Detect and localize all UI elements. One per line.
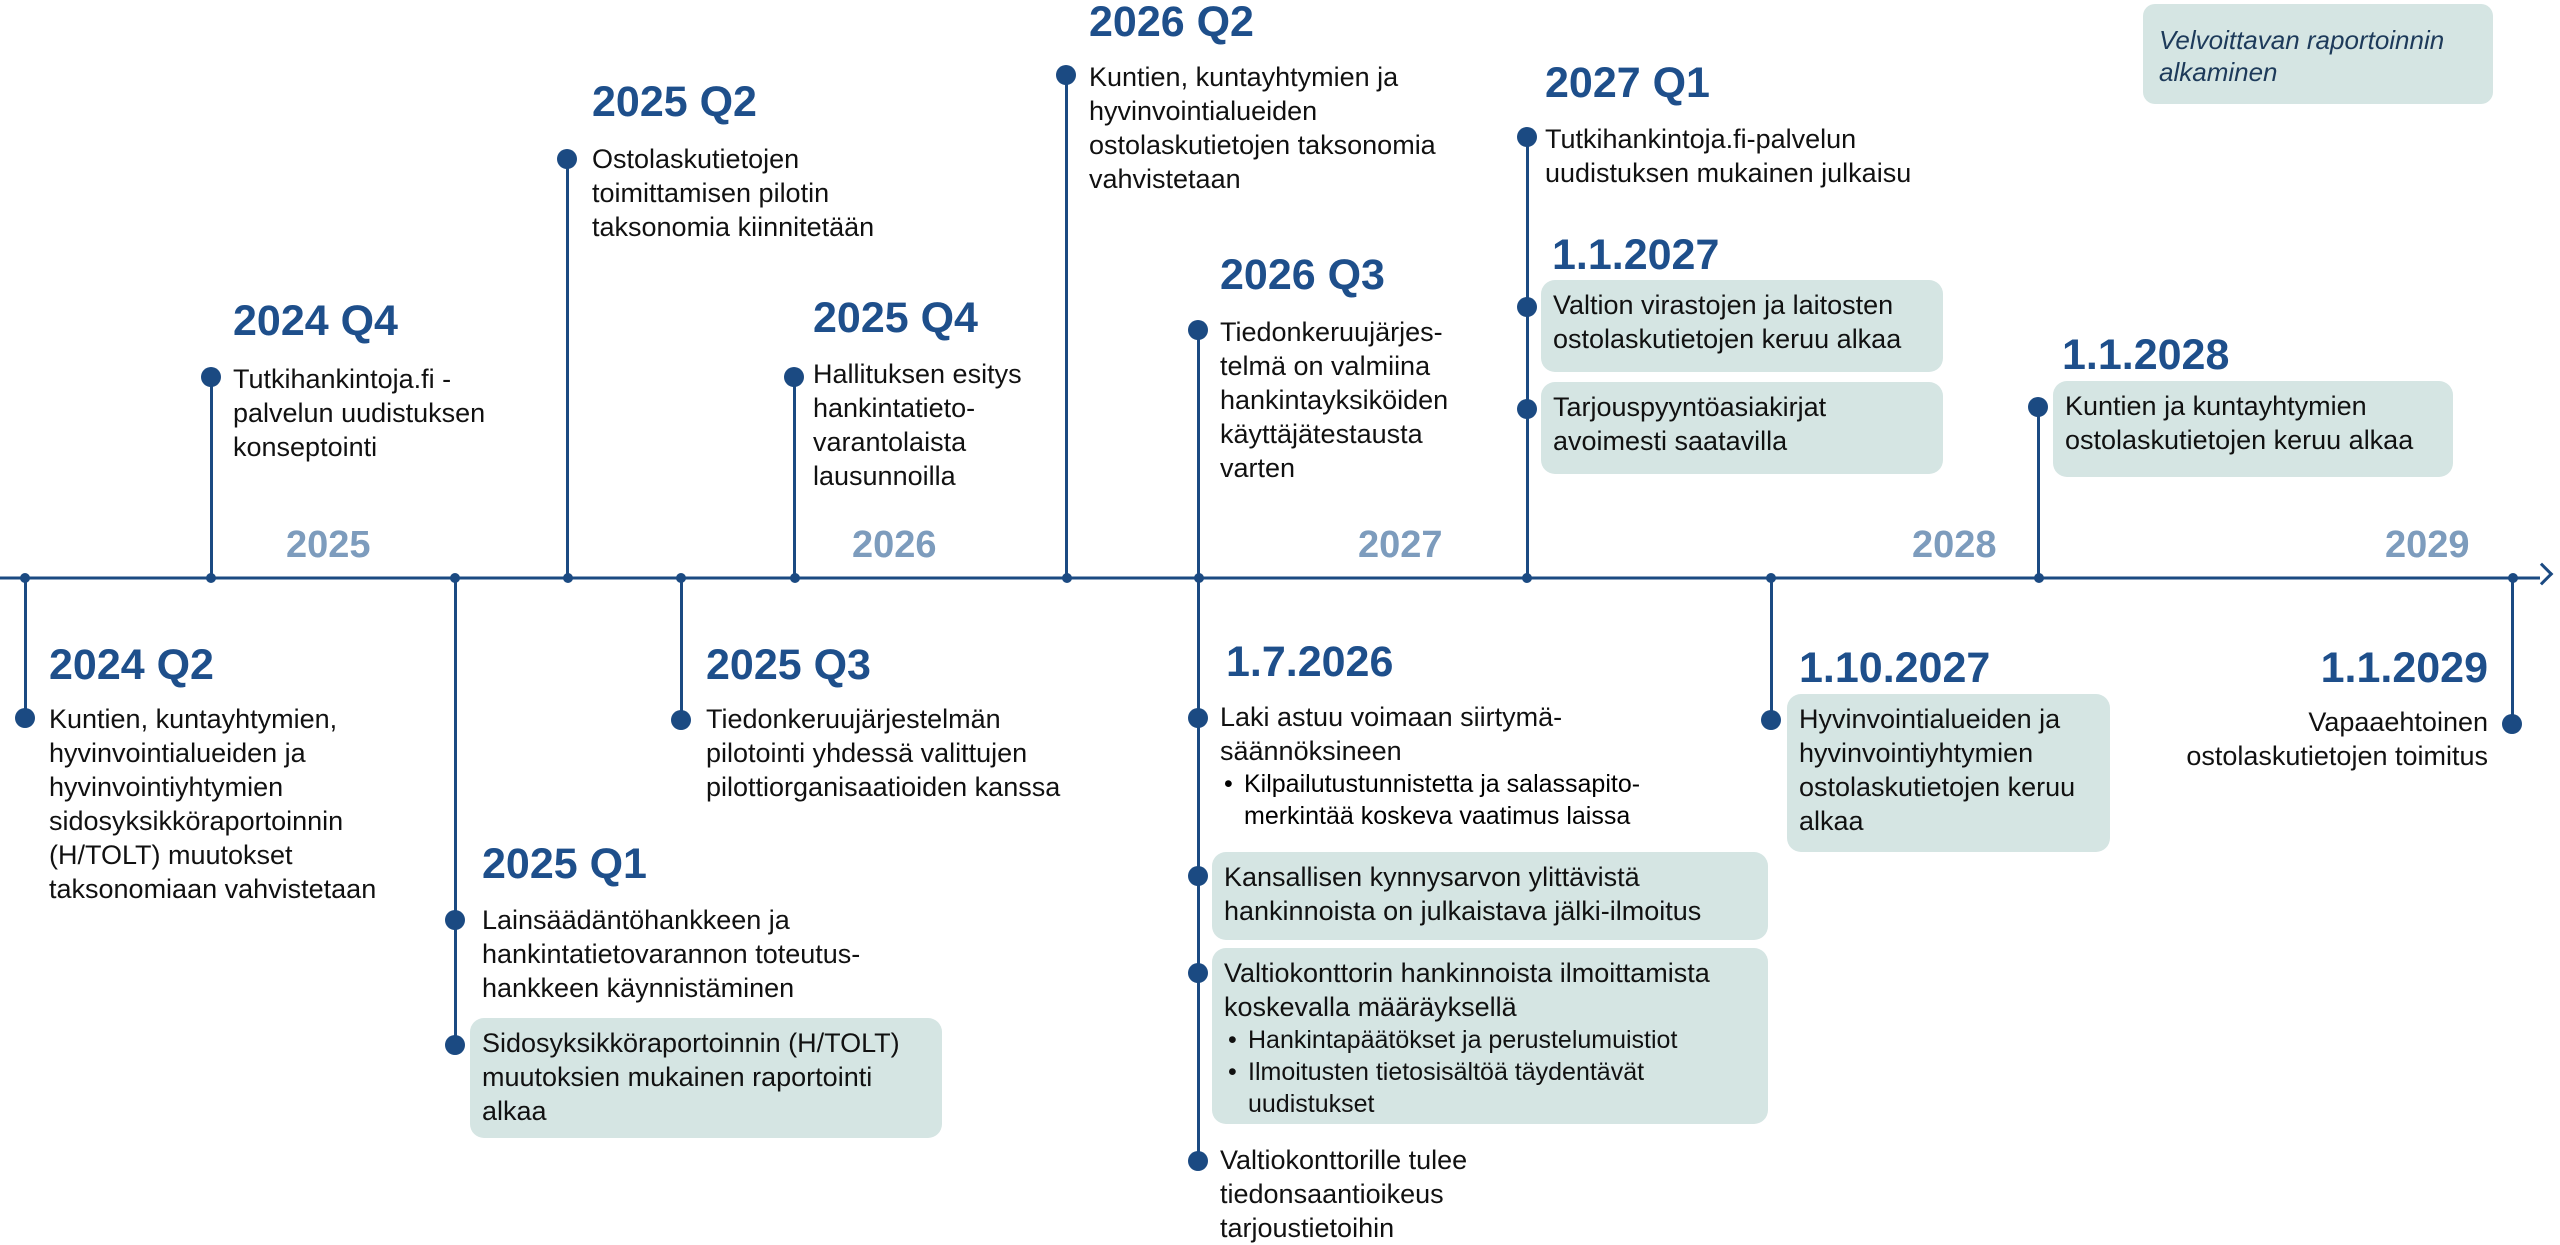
year-label-2026: 2026 bbox=[852, 524, 937, 566]
event-title-1-7-2026: 1.7.2026 bbox=[1226, 638, 1394, 686]
highlight-post-award-notice bbox=[1212, 852, 1768, 940]
bullet-item: • Hankintapäätökset ja perustelumuistiot bbox=[1224, 1024, 1756, 1056]
event-dot bbox=[445, 1035, 465, 1055]
event-dot bbox=[1188, 708, 1208, 728]
highlight-htolt-reporting bbox=[470, 1018, 942, 1138]
event-dot bbox=[201, 367, 221, 387]
stem bbox=[454, 578, 457, 1046]
highlight-text: Sidosyksikköraportoinnin (H/TOLT) muutoksien mukainen raportointi alkaa bbox=[482, 1028, 900, 1126]
highlight-wellbeing-invoice-collection bbox=[1787, 694, 2110, 852]
highlight-municipal-invoice-collection bbox=[2053, 381, 2453, 477]
stem bbox=[2037, 408, 2040, 578]
stem bbox=[210, 376, 213, 578]
event-dot bbox=[15, 708, 35, 728]
event-title-1-10-2027: 1.10.2027 bbox=[1799, 644, 1991, 692]
stem bbox=[1770, 578, 1773, 720]
event-title-1-1-2027: 1.1.2027 bbox=[1552, 231, 1720, 279]
event-text-2025-q1-item1: Lainsäädäntöhankkeen ja hankintatietovarannon toteutus-hankkeen käynnistäminen bbox=[482, 905, 861, 1003]
stem bbox=[566, 158, 569, 578]
event-title-1-1-2028: 1.1.2028 bbox=[2062, 331, 2230, 379]
event-dot bbox=[445, 910, 465, 930]
highlight-text: Valtiokonttorin hankinnoista ilmoittamista koskevalla määräyksellä bbox=[1224, 958, 1710, 1022]
highlight-state-invoice-collection bbox=[1541, 280, 1943, 372]
event-title-2025-q2: 2025 Q2 bbox=[592, 78, 757, 126]
event-title-2027-q1: 2027 Q1 bbox=[1545, 59, 1710, 107]
event-dot bbox=[1517, 127, 1537, 147]
bullet-item: • Ilmoitusten tietosisältöä täydentävät uudistukset bbox=[1224, 1056, 1756, 1120]
event-text: Laki astuu voimaan siirtymä-säännöksineen bbox=[1220, 702, 1563, 766]
stem bbox=[1197, 330, 1200, 578]
event-text-2027-q1: Tutkihankintoja.fi-palvelun uudistuksen mukainen julkaisu bbox=[1545, 124, 1912, 188]
event-text-2025-q4: Hallituksen esitys hankintatieto-varantolaista lausunnoilla bbox=[813, 359, 1022, 491]
stem bbox=[24, 578, 27, 718]
year-label-2029: 2029 bbox=[2385, 524, 2470, 566]
event-title-2024-q4: 2024 Q4 bbox=[233, 297, 398, 345]
event-dot bbox=[1188, 963, 1208, 983]
event-title-2026-q2: 2026 Q2 bbox=[1089, 0, 1254, 46]
highlight-treasury-regulation bbox=[1212, 948, 1768, 1124]
highlight-text: Kansallisen kynnysarvon ylittävistä hankinnoista on julkaistava jälki-ilmoitus bbox=[1224, 862, 1702, 926]
highlight-text: Kuntien ja kuntayhtymien ostolaskutietojen keruu alkaa bbox=[2065, 391, 2414, 455]
event-1-7-2026-item1 bbox=[1220, 700, 1760, 832]
event-dot bbox=[557, 149, 577, 169]
event-title-2025-q4: 2025 Q4 bbox=[813, 294, 978, 342]
event-text-2026-q2: Kuntien, kuntayhtymien ja hyvinvointialueiden ostolaskutietojen taksonomia vahvistetaan bbox=[1089, 62, 1436, 194]
stem bbox=[2511, 578, 2514, 722]
stem bbox=[1526, 137, 1529, 578]
event-dot bbox=[2502, 714, 2522, 734]
event-dot bbox=[671, 710, 691, 730]
event-dot bbox=[1188, 866, 1208, 886]
year-label-2028: 2028 bbox=[1912, 524, 1997, 566]
stem bbox=[680, 578, 683, 718]
highlight-tender-documents bbox=[1541, 382, 1943, 474]
event-dot bbox=[1517, 399, 1537, 419]
bullet-list bbox=[1224, 1024, 1756, 1120]
highlight-text: Valtion virastojen ja laitosten ostolaskutietojen keruu alkaa bbox=[1553, 290, 1902, 354]
legend-label: Velvoittavan raportoinnin alkaminen bbox=[2159, 25, 2445, 87]
stem bbox=[793, 376, 796, 578]
event-text-2025-q2: Ostolaskutietojen toimittamisen pilotin taksonomia kiinnitetään bbox=[592, 144, 875, 242]
event-text-2025-q3: Tiedonkeruujärjestelmän pilotointi yhdessä valittujen pilottiorganisaatioiden kanssa bbox=[706, 704, 1061, 802]
highlight-text: Hyvinvointialueiden ja hyvinvointiyhtymien ostolaskutietojen keruu alkaa bbox=[1799, 704, 2076, 836]
event-dot bbox=[1761, 710, 1781, 730]
event-dot bbox=[1188, 1151, 1208, 1171]
event-text-2026-q3: Tiedonkeruujärjes-telmä on valmiina hankintayksiköiden käyttäjätestausta varten bbox=[1220, 317, 1449, 483]
event-text-2024-q2: Kuntien, kuntayhtymien, hyvinvointialueiden ja hyvinvointiyhtymien sidosyksikköraportoinnin (H/TOLT) muutokset taksonomiaan vahvistetaan bbox=[49, 704, 377, 904]
year-label-2025: 2025 bbox=[286, 524, 371, 566]
event-dot bbox=[2028, 397, 2048, 417]
event-title-2025-q3: 2025 Q3 bbox=[706, 641, 871, 689]
event-dot bbox=[1188, 320, 1208, 340]
highlight-text: Tarjouspyyntöasiakirjat avoimesti saatavilla bbox=[1553, 392, 1827, 456]
stem bbox=[1065, 77, 1068, 578]
event-dot bbox=[1056, 65, 1076, 85]
year-label-2027: 2027 bbox=[1358, 524, 1443, 566]
event-title-2025-q1: 2025 Q1 bbox=[482, 840, 647, 888]
event-dot bbox=[1517, 297, 1537, 317]
event-text-2024-q4: Tutkihankintoja.fi -palvelun uudistuksen konseptointi bbox=[233, 364, 486, 462]
event-text-1-1-2029: Vapaaehtoinen ostolaskutietojen toimitus bbox=[2186, 707, 2488, 771]
bullet-item: • Kilpailutustunnistetta ja salassapito-merkintää koskeva vaatimus laissa bbox=[1220, 768, 1690, 832]
event-title-1-1-2029: 1.1.2029 bbox=[2320, 644, 2488, 692]
event-title-2024-q2: 2024 Q2 bbox=[49, 641, 214, 689]
event-dot bbox=[784, 367, 804, 387]
event-title-2026-q3: 2026 Q3 bbox=[1220, 251, 1385, 299]
bullet-list bbox=[1220, 768, 1690, 832]
event-text-1-7-2026-item4: Valtiokonttorille tulee tiedonsaantioikeus tarjoustietoihin bbox=[1220, 1145, 1468, 1243]
